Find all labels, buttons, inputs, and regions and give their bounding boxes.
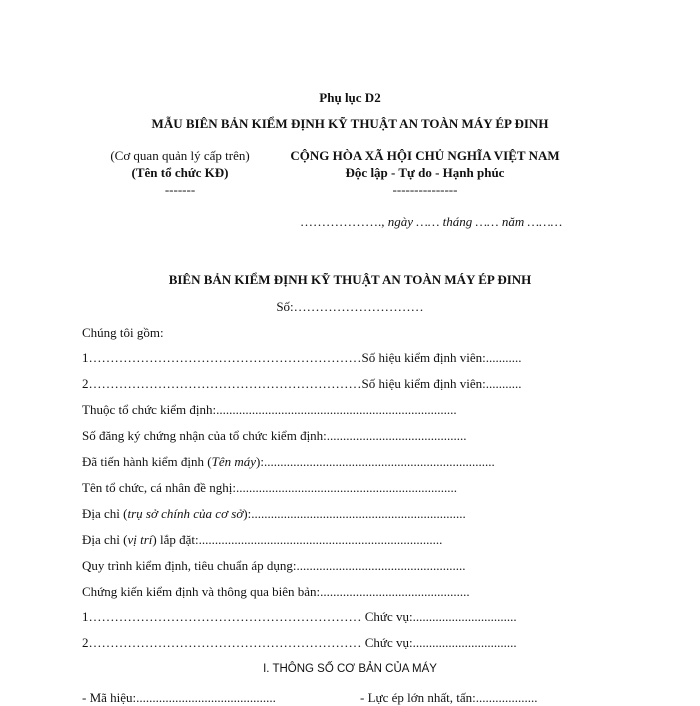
field-requester: Tên tổ chức, cá nhân đề nghị:.................................................................... xyxy=(82,480,457,495)
install-address-prefix: Địa chỉ ( xyxy=(82,532,128,547)
machine-suffix: ):....................................................................... xyxy=(256,454,495,469)
left-divider: ------- xyxy=(164,182,196,197)
republic-heading: CỘNG HÒA XÃ HỘI CHỦ NGHĨA VIỆT NAM xyxy=(290,148,560,163)
field-witness: Chứng kiến kiểm định và thông qua biên bản:.............................................. xyxy=(82,584,470,599)
hq-address-suffix: ):.................................................................. xyxy=(243,506,466,521)
date-month: tháng …… xyxy=(442,214,502,229)
machine-prefix: Đã tiến hành kiểm định ( xyxy=(82,454,212,469)
appendix-label: Phụ lục D2 xyxy=(319,90,381,105)
agency-label: (Cơ quan quản lý cấp trên) xyxy=(110,148,250,163)
field-headquarters-address xyxy=(82,506,466,522)
install-address-hint: vị trí xyxy=(127,532,153,547)
date-place: ………………., xyxy=(300,214,385,229)
intro-text: Chúng tôi gồm: xyxy=(82,325,164,340)
form-title: MẪU BIÊN BẢN KIỂM ĐỊNH KỸ THUẬT AN TOÀN MÁY ÉP ĐINH xyxy=(151,116,549,131)
right-divider: --------------- xyxy=(392,182,458,197)
hq-address-hint: trụ sở chính của cơ sở xyxy=(127,506,244,521)
date-line xyxy=(300,214,562,230)
witness-line-2: 2……………………………………………………… Chức vụ:................................ xyxy=(82,635,517,650)
section-heading-specs: I. THÔNG SỐ CƠ BẢN CỦA MÁY xyxy=(263,663,437,675)
document-title: BIÊN BẢN KIỂM ĐỊNH KỸ THUẬT AN TOÀN MÁY ÉP ĐINH xyxy=(168,272,532,287)
spec-model: - Mã hiệu:........................................... xyxy=(82,690,276,705)
date-day: ngày …… xyxy=(384,214,443,229)
motto: Độc lập - Tự do - Hạnh phúc xyxy=(345,165,505,180)
inspector-line-2: 2………………………………………………………Số hiệu kiểm định viên:........... xyxy=(82,376,522,391)
field-machine xyxy=(82,454,495,470)
date-year: năm ……… xyxy=(501,214,563,229)
hq-address-prefix: Địa chỉ ( xyxy=(82,506,128,521)
inspector-line-1: 1………………………………………………………Số hiệu kiểm định viên:........... xyxy=(82,350,522,365)
field-install-address xyxy=(82,532,442,548)
spec-max-force: - Lực ép lớn nhất, tấn:................... xyxy=(360,690,538,705)
field-procedure: Quy trình kiểm định, tiêu chuẩn áp dụng:.................................................... xyxy=(82,558,466,573)
machine-hint: Tên máy xyxy=(211,454,257,469)
document-number: Số:………………………… xyxy=(276,299,424,314)
field-registration: Số đăng ký chứng nhận của tổ chức kiểm định:........................................... xyxy=(82,428,467,443)
org-name-label: (Tên tổ chức KĐ) xyxy=(131,165,229,180)
install-address-suffix: ) lắp đặt:........................................................................... xyxy=(152,532,443,547)
witness-line-1: 1……………………………………………………… Chức vụ:................................ xyxy=(82,609,517,624)
field-organization: Thuộc tổ chức kiểm định:.......................................................................... xyxy=(82,402,457,417)
